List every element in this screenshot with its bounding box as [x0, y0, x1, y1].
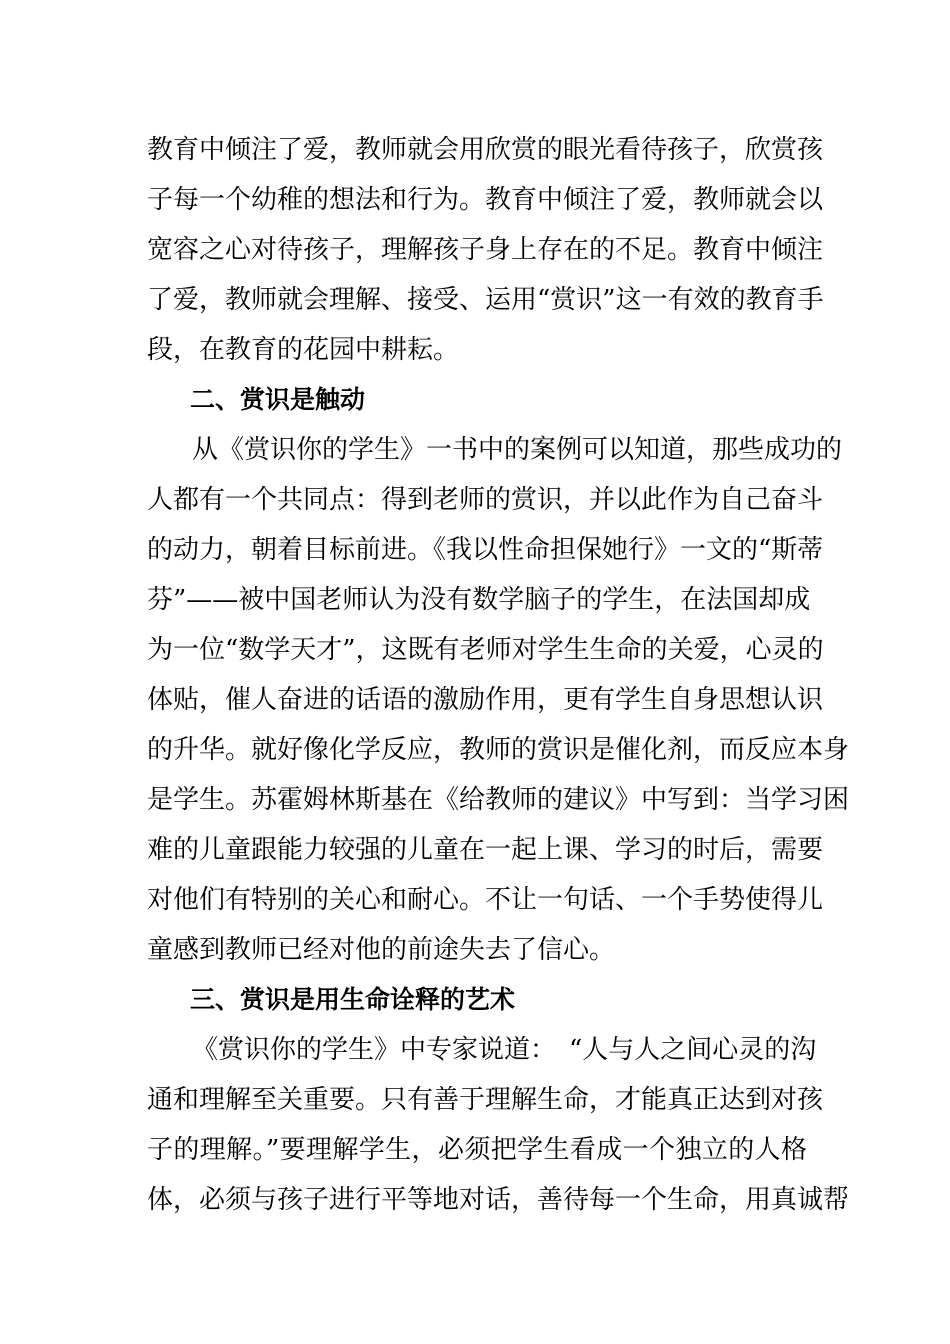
paragraph-line: 段，在教育的花园中耕耘。 [147, 335, 460, 365]
paragraph-line: 难的儿童跟能力较强的儿童在一起上课、学习的时后，需要 [147, 835, 824, 865]
paragraph-line: 教育中倾注了爱，教师就会用欣赏的眼光看待孩子，欣赏孩 [147, 135, 824, 165]
section-heading: 二、赏识是触动 [190, 385, 366, 414]
paragraph-line: 为一位“数学天才”，这既有老师对学生生命的关爱，心灵的 [147, 635, 824, 665]
paragraph-line: 是学生。苏霍姆林斯基在《给教师的建议》中写到：当学习困 [147, 785, 850, 815]
paragraph-line: 子的理解。”要理解学生，必须把学生看成一个独立的人格 [147, 1135, 807, 1165]
paragraph-line: 体贴，催人奋进的话语的激励作用，更有学生自身思想认识 [147, 685, 824, 715]
paragraph-line: 子每一个幼稚的想法和行为。教育中倾注了爱，教师就会以 [147, 185, 824, 215]
paragraph-line: 的升华。就好像化学反应，教师的赏识是催化剂，而反应本身 [147, 735, 850, 765]
paragraph-line: 宽容之心对待孩子，理解孩子身上存在的不足。教育中倾注 [147, 235, 824, 265]
paragraph-line: 从《赏识你的学生》一书中的案例可以知道，那些成功的 [192, 435, 843, 465]
paragraph-line: 芬”——被中国老师认为没有数学脑子的学生，在法国却成 [147, 585, 811, 615]
paragraph-line: 了爱，教师就会理解、接受、运用“赏识”这一有效的教育手 [147, 285, 824, 315]
paragraph-line: 通和理解至关重要。只有善于理解生命，才能真正达到对孩 [147, 1085, 824, 1115]
paragraph-line: 人都有一个共同点：得到老师的赏识，并以此作为自己奋斗 [147, 485, 824, 515]
paragraph-line: 童感到教师已经对他的前途失去了信心。 [147, 935, 616, 965]
section-heading: 三、赏识是用生命诠释的艺术 [190, 985, 516, 1014]
paragraph-line: 对他们有特别的关心和耐心。不让一句话、一个手势使得儿 [147, 885, 824, 915]
paragraph-line: 的动力，朝着目标前进。《我以性命担保她行》一文的“斯蒂 [147, 535, 824, 565]
paragraph-line: 《赏识你的学生》中专家说道： “人与人之间心灵的沟 [192, 1035, 817, 1065]
paragraph-line: 体，必须与孩子进行平等地对话，善待每一个生命，用真诚帮 [147, 1185, 850, 1215]
